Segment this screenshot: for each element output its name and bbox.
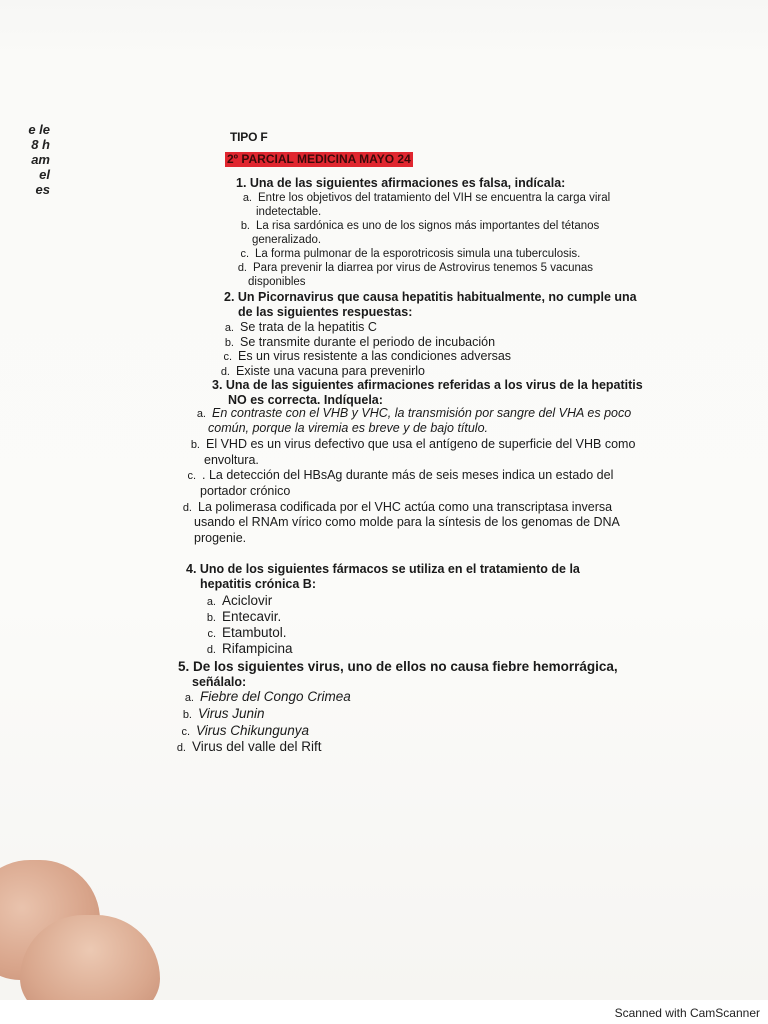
option-marker: c.: [207, 628, 216, 640]
option-marker: a.: [242, 192, 252, 204]
question-3: 3. Una de las siguientes afirmaciones referidas a los virus de la hepatitis: [212, 378, 643, 392]
option-text: Rifampicina: [222, 641, 293, 656]
option-text: Existe una vacuna para prevenirlo: [236, 364, 426, 378]
q1-option-d-cont: disponibles: [248, 276, 306, 288]
q1-option-d: [231, 261, 593, 275]
option-text: El VHD es un virus defectivo que usa el antígeno de superficie del VHB como: [206, 437, 636, 451]
option-marker: d.: [220, 366, 230, 378]
q4-option-d: [200, 642, 293, 657]
option-marker: c.: [187, 470, 196, 482]
q5-option-a: [178, 690, 351, 705]
option-text: La risa sardónica es uno de los signos más importantes del tétanos: [256, 220, 600, 232]
option-marker: b.: [240, 220, 250, 232]
q3-option-a: [190, 406, 631, 421]
option-text: Entre los objetivos del tratamiento del VIH se encuentra la carga viral: [258, 192, 611, 204]
option-text: Entecavir.: [222, 609, 282, 624]
q1-option-a: [236, 191, 610, 205]
bleed-line: es: [35, 182, 50, 197]
option-marker: c.: [223, 351, 232, 363]
option-text: Fiebre del Congo Crimea: [200, 689, 351, 704]
question-2: 2. Un Picornavirus que causa hepatitis habitualmente, no cumple una: [224, 290, 637, 304]
q4-option-c: [200, 626, 287, 641]
option-text: Etambutol.: [222, 625, 287, 640]
q3-option-d-cont-1: usando el RNAm vírico como molde para la síntesis de los genomas de DNA: [194, 515, 620, 529]
option-text: Se transmite durante el periodo de incubación: [240, 335, 496, 349]
q3-option-b: [184, 437, 635, 452]
option-marker: d.: [176, 742, 186, 754]
bleed-line: am: [31, 152, 50, 167]
option-text: . La detección del HBsAg durante más de seis meses indica un estado del: [202, 468, 614, 482]
q4-option-a: [200, 594, 272, 609]
question-2-cont: de las siguientes respuestas:: [238, 305, 413, 319]
q3-option-c: [180, 468, 613, 483]
bleed-line: el: [39, 167, 50, 182]
option-text: En contraste con el VHB y VHC, la transmisión por sangre del VHA es poco: [212, 406, 632, 420]
q1-option-b-cont: generalizado.: [252, 234, 322, 246]
question-1: 1. Una de las siguientes afirmaciones es falsa, indícala:: [236, 176, 566, 190]
bleed-line: 8 h: [31, 137, 50, 152]
q2-option-b: [218, 335, 495, 350]
q3-option-d: [176, 500, 612, 515]
option-text: Virus Chikungunya: [196, 723, 310, 738]
q4-option-b: [200, 610, 281, 625]
question-5: 5. De los siguientes virus, uno de ellos no causa fiebre hemorrágica,: [178, 659, 618, 674]
q3-option-d-cont-2: progenie.: [194, 531, 247, 545]
question-3-cont: NO es correcta. Indíquela:: [228, 393, 383, 407]
option-text: Se trata de la hepatitis C: [240, 320, 377, 334]
option-marker: d.: [206, 644, 216, 656]
option-marker: b.: [190, 439, 200, 451]
option-marker: a.: [196, 408, 206, 420]
margin-bleed-text: [0, 122, 50, 197]
option-marker: a.: [206, 596, 216, 608]
option-text: Virus Junin: [198, 706, 265, 721]
q5-option-c: [174, 724, 309, 739]
q1-option-a-cont: indetectable.: [256, 206, 322, 218]
option-marker: d.: [237, 262, 247, 274]
option-text: Aciclovir: [222, 593, 273, 608]
option-marker: c.: [240, 248, 249, 260]
exam-title-banner: 2º PARCIAL MEDICINA MAYO 24: [227, 152, 411, 166]
question-4-cont: hepatitis crónica B:: [200, 577, 316, 591]
question-5-cont: señálalo:: [192, 675, 247, 689]
q3-option-c-cont: portador crónico: [200, 484, 291, 498]
q1-option-c: [233, 247, 580, 261]
q3-option-a-cont: común, porque la viremia es breve y de bajo título.: [208, 421, 489, 435]
scanner-watermark: Scanned with CamScanner: [614, 1006, 760, 1020]
exam-type: TIPO F: [230, 130, 268, 144]
option-text: Es un virus resistente a las condiciones adversas: [238, 349, 512, 363]
option-marker: b.: [224, 337, 234, 349]
option-marker: a.: [184, 692, 194, 704]
option-text: Virus del valle del Rift: [192, 739, 322, 754]
option-marker: a.: [224, 322, 234, 334]
option-text: La forma pulmonar de la esporotricosis simula una tuberculosis.: [255, 248, 581, 260]
option-text: La polimerasa codificada por el VHC actúa como una transcriptasa inversa: [198, 500, 613, 514]
option-text: Para prevenir la diarrea por virus de Astrovirus tenemos 5 vacunas: [253, 262, 594, 274]
q2-option-d: [214, 364, 425, 379]
bleed-line: e le: [28, 122, 50, 137]
q5-option-d: [170, 740, 322, 755]
q2-option-a: [218, 320, 377, 335]
q1-option-b: [234, 219, 599, 233]
option-marker: d.: [182, 502, 192, 514]
q2-option-c: [216, 349, 511, 364]
option-marker: b.: [206, 612, 216, 624]
q5-option-b: [176, 707, 265, 722]
option-marker: b.: [182, 709, 192, 721]
q3-option-b-cont: envoltura.: [204, 453, 259, 467]
option-marker: c.: [181, 726, 190, 738]
question-4: 4. Uno de los siguientes fármacos se utiliza en el tratamiento de la: [186, 562, 580, 576]
